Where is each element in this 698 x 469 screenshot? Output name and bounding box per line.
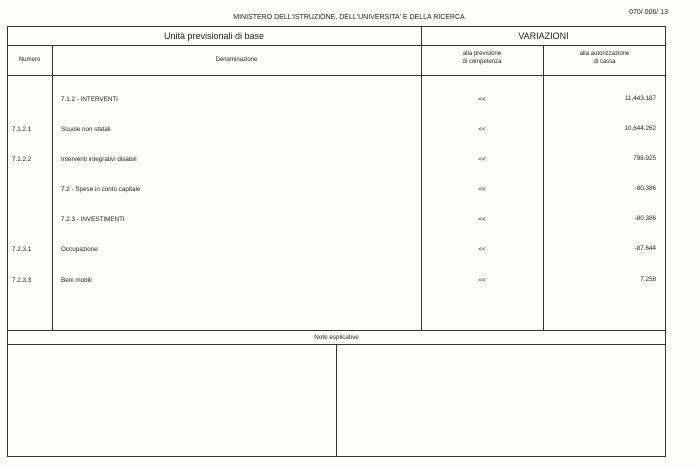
group-header-upb: Unità previsionali di base — [163, 31, 265, 41]
divider-numero — [52, 45, 53, 331]
col-header-cassa-2: di cassa — [593, 59, 616, 65]
col-header-numero: Numero — [18, 57, 41, 63]
row-competenza: << — [478, 216, 486, 223]
header-line-2 — [7, 75, 666, 76]
row-denominazione: Beni mobili — [61, 277, 92, 284]
row-cassa: 11.443.187 — [624, 95, 656, 102]
row-denominazione: 7.2 - Spese in conto capitale — [61, 186, 141, 193]
row-numero: 7.2.3.1 — [12, 246, 32, 253]
row-cassa: -80.386 — [634, 215, 656, 222]
row-denominazione: 7.2.3 - INVESTIMENTI — [61, 216, 125, 223]
row-competenza: << — [478, 156, 486, 163]
notes-divider — [336, 344, 337, 457]
divider-variazioni — [421, 26, 422, 331]
row-cassa: 798.925 — [633, 155, 656, 162]
row-cassa: 10.644.262 — [624, 125, 656, 132]
row-competenza: << — [478, 246, 486, 253]
notes-title: Note esplicative — [314, 334, 359, 341]
col-header-competenza-2: di competenza — [462, 59, 502, 65]
row-cassa: 7.258 — [640, 276, 656, 283]
row-cassa: -87.644 — [634, 245, 656, 252]
col-header-denominazione: Denominazione — [215, 57, 258, 63]
header-line-1 — [7, 45, 666, 46]
row-numero: 7.1.2.2 — [12, 156, 32, 163]
row-denominazione: Scuole non statali — [61, 126, 111, 133]
row-competenza: << — [478, 126, 486, 133]
col-header-cassa-1: alla autorizzazione — [579, 51, 630, 57]
row-competenza: << — [478, 277, 486, 284]
row-denominazione: Occupazione — [61, 246, 98, 253]
row-competenza: << — [478, 186, 486, 193]
row-cassa: -80.386 — [634, 185, 656, 192]
row-denominazione: Interventi integrativi disabili — [61, 156, 137, 163]
page-code: 070/ 006/ 13 — [629, 9, 668, 16]
row-denominazione: 7.1.2 - INTERVENTI — [61, 96, 118, 103]
ministry-title: MINISTERO DELL'ISTRUZIONE, DELL'UNIVERSITA' E DELLA RICERCA — [233, 14, 465, 21]
row-numero: 7.1.2.1 — [12, 126, 32, 133]
col-header-competenza-1: alla previsione — [462, 51, 502, 57]
group-header-variazioni: VARIAZIONI — [518, 31, 569, 41]
row-competenza: << — [478, 96, 486, 103]
notes-top-line — [7, 330, 666, 331]
row-numero: 7.2.3.3 — [12, 277, 32, 284]
